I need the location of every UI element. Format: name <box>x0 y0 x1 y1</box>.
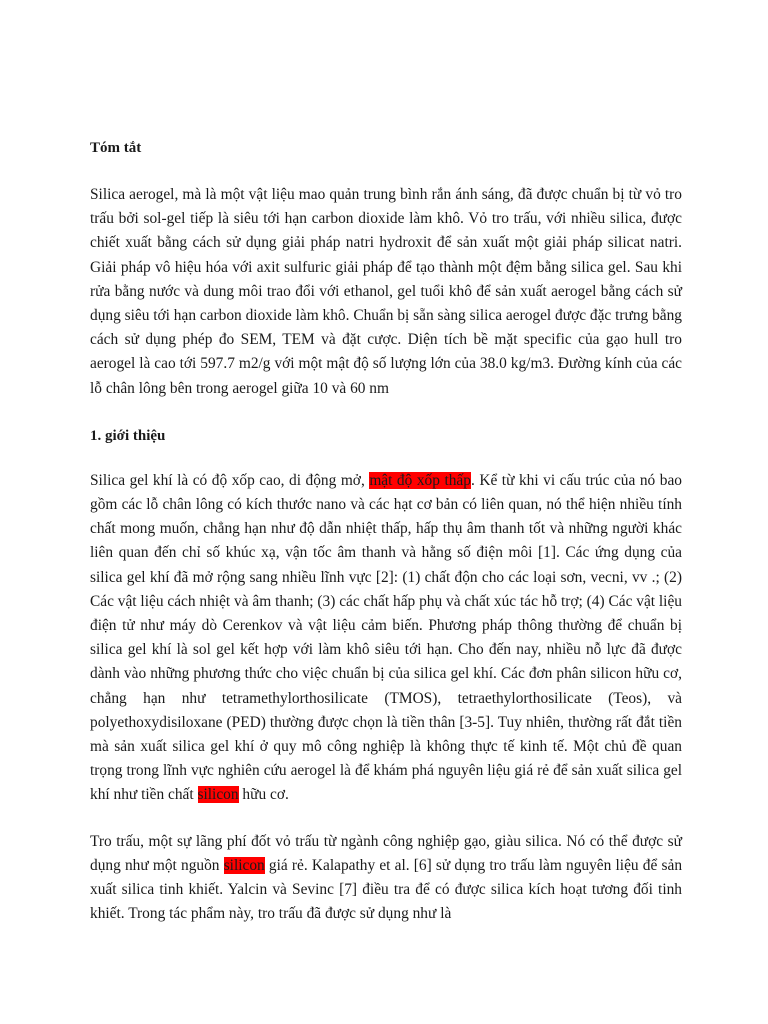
intro-p1-text-c: hữu cơ. <box>238 786 289 804</box>
intro-paragraph-1 <box>90 469 682 808</box>
intro-heading: 1. giới thiệu <box>90 427 166 444</box>
intro-p1-text-b: . Kể từ khi vi cấu trúc của nó bao gồm các lỗ chân lông có kích thước nano và các hạt cơ bản có liên quan, nó thể hiện nhiều tính chất mong muốn, chẳng hạn như độ dẫn nhiệt thấp, hấp thụ âm thanh tốt và những người khác liên quan đến chỉ số khúc xạ, vận tốc âm thanh và hằng số điện môi [1]. Các ứng dụng của silica gel khí đã mở rộng sang nhiều lĩnh vực [2]: (1) chất độn cho các loại sơn, vecni, vv .; (2) Các vật liệu cách nhiệt và âm thanh; (3) các chất hấp phụ và chất xúc tác hỗ trợ; (4) Các vật liệu điện tử như máy dò Cerenkov và vật liệu cảm biến. Phương pháp thông thường để chuẩn bị silica gel khí là sol gel kết hợp với làm khô siêu tới hạn. Cho đến nay, nhiều nỗ lực đã được dành vào những phương thức cho việc chuẩn bị của silica gel khí. Các đơn phân silicon hữu cơ, chẳng hạn như tetramethylorthosilicate (TMOS), tetraethylorthosilicate (Teos), và polyethoxydisiloxane (PED) thường được chọn là tiền thân [3-5]. Tuy nhiên, thường rất đắt tiền mà sản xuất silica gel khí ở quy mô công nghiệp là không thực tế kinh tế. Một chủ đề quan trọng trong lĩnh vực nghiên cứu aerogel là để khám phá nguyên liệu giá rẻ để sản xuất silica gel khí như tiền chất <box>90 471 682 804</box>
intro-paragraph-2 <box>90 830 682 927</box>
abstract-paragraph: Silica aerogel, mà là một vật liệu mao quản trung bình rắn ánh sáng, đã được chuẩn bị từ vỏ tro trấu bởi sol-gel tiếp là siêu tới hạn carbon dioxide làm khô. Vỏ tro trấu, với nhiều silica, được chiết xuất bằng cách sử dụng giải pháp natri hydroxit để sản xuất một giải pháp silicat natri. Giải pháp vô hiệu hóa với axit sulfuric giải pháp để tạo thành một đệm bằng silica gel. Sau khi rửa bằng nước và dung môi trao đổi với ethanol, gel tuổi khô để sản xuất aerogel bằng cách sử dụng siêu tới hạn carbon dioxide làm khô. Chuẩn bị sẵn sàng silica aerogel được đặc trưng bằng cách sử dụng phép đo SEM, TEM và đặt cược. Diện tích bề mặt specific của gạo hull tro aerogel là cao tới 597.7 m2/g với một mật độ số lượng lớn của 38.0 kg/m3. Đường kính của các lỗ chân lông bên trong aerogel giữa 10 và 60 nm <box>90 186 683 397</box>
intro-p2-text-b: giá rẻ. Kalapathy et al. [6] sử dụng tro trấu làm nguyên liệu để sản xuất silica tinh khiết. Yalcin và Sevinc [7] điều tra để có được silica kích hoạt tương đối tinh khiết. Trong tác phẩm này, tro trấu đã được sử dụng như là <box>90 856 683 923</box>
intro-p1-text-a: Silica gel khí là có độ xốp cao, di động mở, <box>90 471 370 489</box>
highlight-silicon: silicon <box>197 786 239 804</box>
intro-p2-text-a: Tro trấu, một sự lãng phí đốt vỏ trấu từ ngành công nghiệp gạo, giàu silica. Nó có thể được sử dụng như một nguồn <box>90 832 682 874</box>
highlight-low-porosity-density: mật độ xốp thấp <box>369 471 471 489</box>
abstract-heading: Tóm tắt <box>90 140 142 156</box>
highlight-silicon-2: silicon <box>223 856 265 874</box>
